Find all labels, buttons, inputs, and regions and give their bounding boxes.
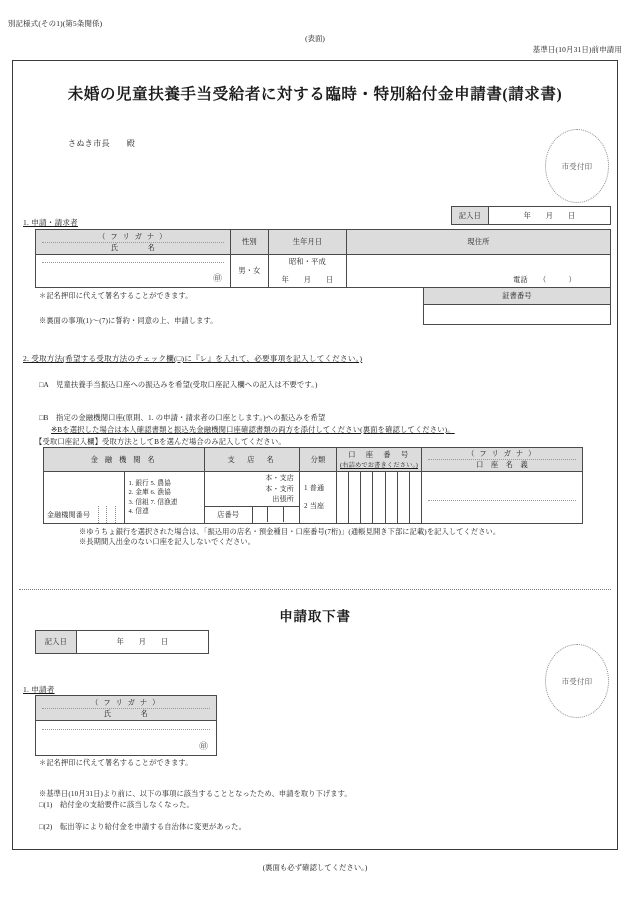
digit-cell[interactable] [385,472,397,523]
form2-title: 申請取下書 [279,609,351,624]
digit-cell[interactable] [337,472,348,523]
branch-kind-3: 出張所 [272,495,294,504]
city-receipt-stamp-2 [545,644,609,718]
holder-name-field[interactable] [422,472,583,524]
branch-name-field[interactable] [205,472,300,507]
digit-cell[interactable] [115,506,124,523]
holder-furigana-entry-rule [428,500,576,501]
account-number-field[interactable] [337,472,422,524]
holder-name-header-label: 口 座 名 義 [476,461,528,469]
receipt-option-b-label: □B 指定の金融機関口座(原則、1. の申請・請求者の口座とします。)への振込みを希望 [39,413,326,422]
table-row [424,305,611,325]
table-row [36,721,217,756]
institution-kind-3: 3. 信組 7. 信漁連 [128,498,178,506]
bank-account-table [43,447,583,524]
table-row [452,207,611,225]
institution-name-header [44,448,205,472]
institution-number-cell [44,506,125,523]
table-row [44,472,583,507]
branch-name-header [205,448,300,472]
address-header: 現住所 [347,230,611,255]
withdrawal-reason-2[interactable] [39,822,246,832]
table-row [44,448,583,472]
institution-kind-4: 4. 信連 [128,507,149,515]
page-side-label: (表面) [305,34,325,43]
address-field[interactable] [347,255,611,288]
table-row [36,230,611,255]
account-number-digit-cells [337,472,421,523]
form2-furigana-header-label: （ フ リ ガ ナ ） [91,698,161,707]
furigana-header-label: （ フ リ ガ ナ ） [98,232,168,241]
birthdate-header: 生年月日 [269,230,347,255]
withdrawal-lead-note: ※基準日(10月31日)より前に、以下の事項に該当することとなったため、申請を取り下げます。 [39,790,352,798]
form1-addressee: さぬき市長 殿 [68,139,136,148]
form2-seal-mark: ㊞ [199,740,208,751]
birthdate-era-options: 昭和・平成 [289,258,326,266]
digit-cell[interactable] [360,472,372,523]
account-type-field[interactable] [300,472,337,524]
form1-section1-label: 1. 申請・請求者 [23,218,78,227]
table-row [36,255,611,288]
certificate-number-header: 証書番号 [424,288,611,305]
gender-header: 性別 [231,230,269,255]
furigana-name-field[interactable] [36,255,231,288]
digit-cell[interactable] [409,472,421,523]
form2-furigana-name-field[interactable] [36,721,217,756]
table-row [36,631,209,654]
page-footer-note: (裏面も必ず確認してください。) [262,863,368,872]
branch-number-label-cell: 店番号 [205,506,253,523]
city-receipt-stamp-1-label: 市受付印 [561,161,593,171]
receipt-option-a-label: □A 児童扶養手当振込口座への振込みを希望(受取口座記入欄への記入は不要です。) [39,380,318,389]
phone-label: 電話 （ ） [513,276,576,284]
account-type-option-2: 2 当座 [304,501,325,510]
form-divider [19,589,611,590]
form2-entry-date-table [35,630,209,654]
form2-applicant-table [35,695,217,756]
withdrawal-reason-2-label: □(2) 転出等により給付金を申請する自治体に変更があった。 [39,822,247,831]
usage-note-label: 基準日(10月31日)前申請用 [532,45,622,54]
digit-cell[interactable] [90,506,98,523]
account-number-header-label: 口 座 番 号 [348,451,410,459]
branch-number-field[interactable] [252,506,300,523]
form2-signature-note: ＊記名押印に代えて署名することができます。 [39,759,193,767]
institution-name-header-label: 金 融 機 関 名 [90,455,158,464]
institution-kind-2: 2. 金庫 6. 漁協 [128,489,171,497]
form2-section1-label: 1. 申請者 [23,685,55,694]
withdrawal-reason-1[interactable] [39,800,194,810]
branch-kind-1: 本・支店 [265,474,294,483]
city-receipt-stamp-2-label: 市受付印 [561,676,593,686]
receipt-option-b-note: ※Bを選択した場合は本人確認書類と振込先金融機関口座確認書類の両方を添付してください(裏面を確認してください)。 [51,425,455,434]
account-type-header: 分類 [300,448,337,472]
institution-number-digit-cells [90,506,123,523]
receipt-option-b[interactable] [39,413,325,423]
account-type-option-1: 1 普通 [304,483,325,492]
form-frame [12,60,618,850]
form1-signature-note: ＊記名押印に代えて署名することができます。 [39,292,193,300]
account-number-header-sub: (右詰めでお書きください。) [339,462,419,469]
furigana-entry-rule [42,262,224,263]
digit-cell[interactable] [253,507,268,522]
form-code-label: 別記様式(その1)(第5条関係) [8,19,103,28]
receipt-option-a[interactable] [39,380,318,390]
certificate-number-field[interactable] [424,305,611,325]
branch-kind-2: 本・支所 [265,484,294,493]
withdrawal-reason-1-label: □(1) 給付金の支給要件に該当しなくなった。 [39,800,195,809]
table-row [424,288,611,305]
form1-applicant-table [35,229,611,288]
form2-entry-date-label: 記入日 [36,631,77,654]
form1-entry-date-field[interactable]: 年 月 日 [489,207,611,225]
yucho-note: ※ゆうちょ銀行を選択された場合は、「振込用の店名・預金種目・口座番号(7桁)」(通帳見開き下部に記載)を記入してください。 [79,528,501,536]
form1-entry-date-label: 記入日 [452,207,489,225]
digit-cell[interactable] [283,507,299,522]
table-row [36,696,217,721]
account-number-header [337,448,422,472]
holder-furigana-header-label: （ フ リ ガ ナ ） [467,450,537,458]
form2-name-header-label: 氏 名 [103,709,149,718]
name-header-label: 氏 名 [110,243,156,252]
dormant-account-note: ※長期間入出金のない口座を記入しないでください。 [79,538,256,546]
institution-number-label: 金融機関番号 [47,510,91,519]
institution-kind-1: 1. 銀行 5. 農協 [128,479,171,487]
form1-entry-date-table [451,206,611,225]
digit-cell[interactable] [348,472,360,523]
digit-cell[interactable] [106,506,115,523]
branch-number-digit-cells [253,507,300,522]
seal-mark: ㊞ [213,272,222,283]
form1-pledge-note: ※裏面の事項(1)～(7)に誓約・同意の上、申請します。 [39,317,218,325]
digit-cell[interactable] [372,472,384,523]
institution-kinds-cell [124,472,205,524]
account-panel-label: 【受取口座記入欄】受取方法としてBを選んだ場合のみ記入してください。 [35,437,286,446]
furigana-name-header [36,230,231,255]
institution-name-field[interactable] [44,472,125,507]
digit-cell[interactable] [98,506,107,523]
birthdate-template: 年 月 日 [281,276,334,284]
form2-furigana-entry-rule [42,729,210,730]
form2-entry-date-field[interactable]: 年 月 日 [77,631,209,654]
digit-cell[interactable] [397,472,409,523]
branch-name-header-label: 支 店 名 [227,455,277,464]
birthdate-field[interactable] [269,255,347,288]
form2-furigana-name-header [36,696,217,721]
form1-title: 未婚の児童扶養手当受給者に対する臨時・特別給付金申請書(請求書) [67,86,563,103]
form1-section2-label: 2. 受取方法(希望する受取方法のチェック欄(□)に『レ』を入れて、必要事項を記入してください。) [23,354,363,363]
certificate-number-table [423,287,611,325]
digit-cell[interactable] [267,507,283,522]
gender-field[interactable]: 男・女 [231,255,269,288]
city-receipt-stamp-1 [545,129,609,203]
holder-name-header [422,448,583,472]
